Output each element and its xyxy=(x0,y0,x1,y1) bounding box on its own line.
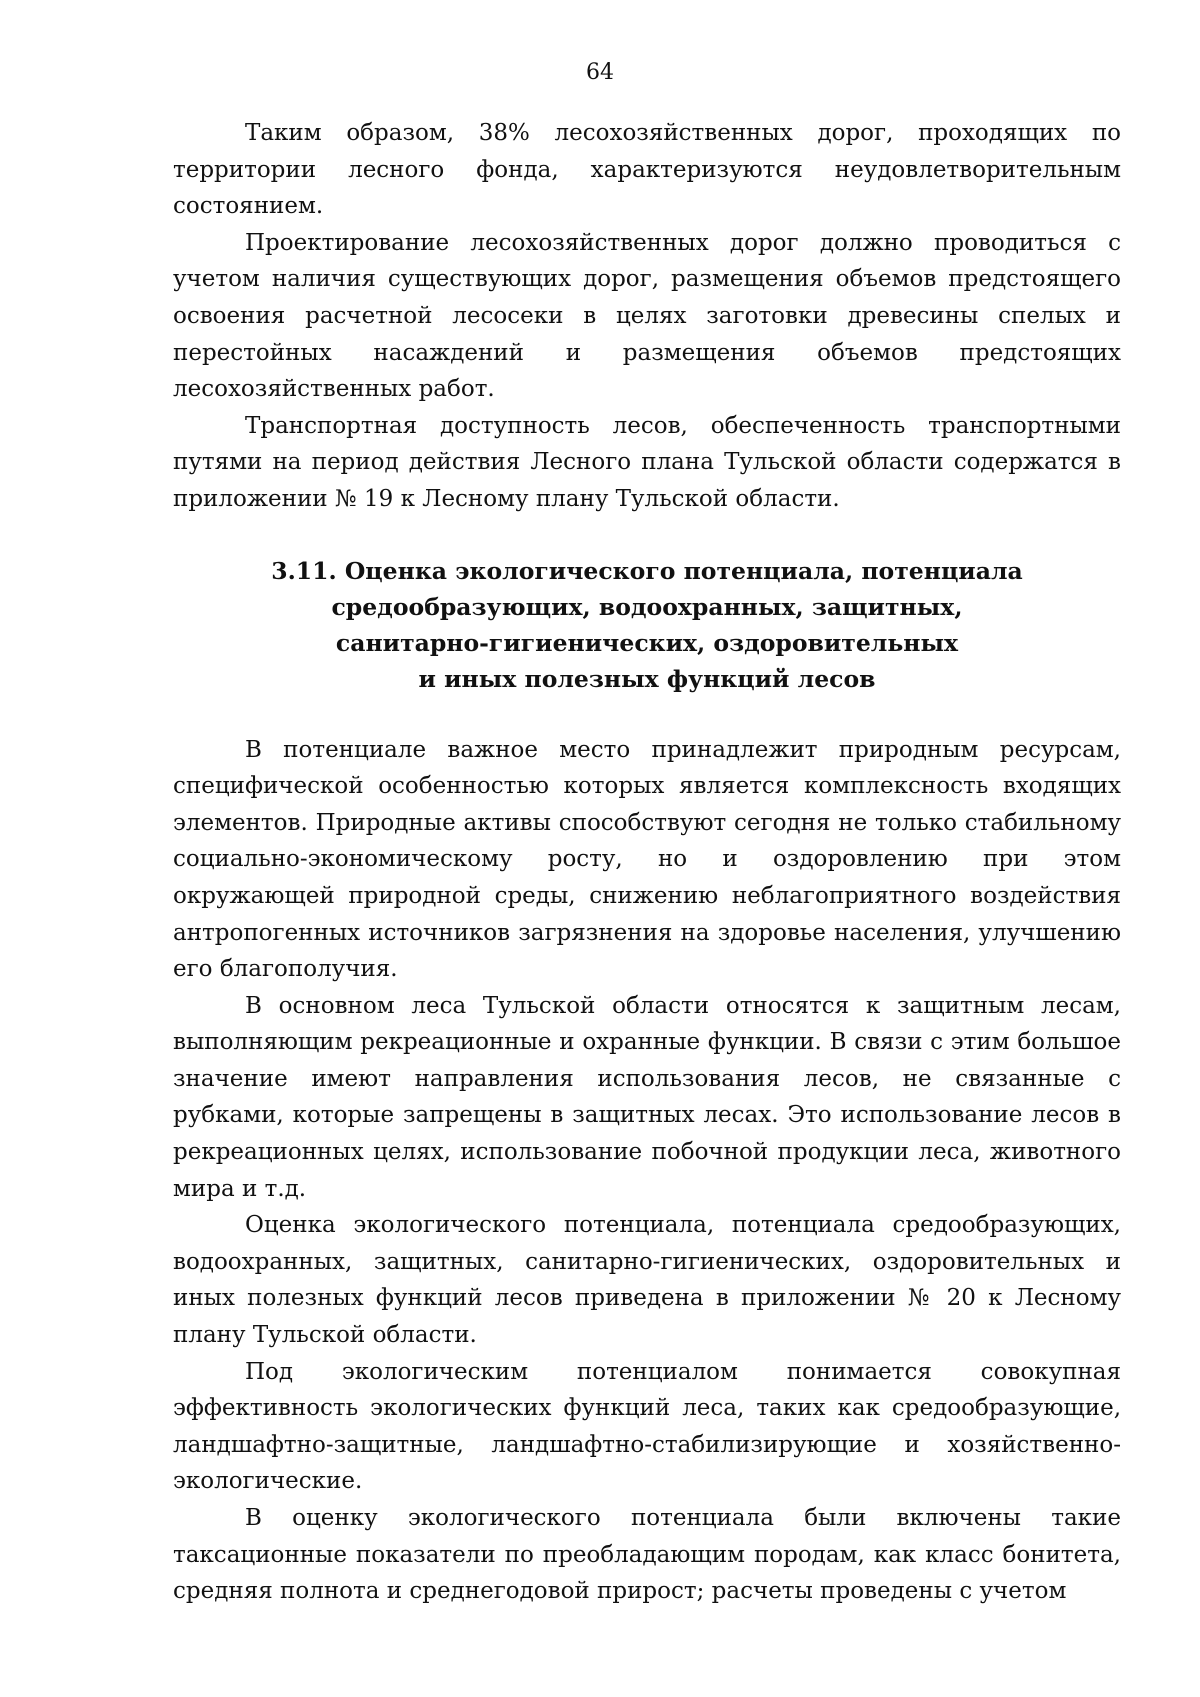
paragraph: Таким образом, 38% лесохозяйственных дорог, проходящих по территории лесного фонда, характеризуются неудовлетворительным состоянием. xyxy=(173,120,1121,220)
section-title-line: средообразующих, водоохранных, защитных, xyxy=(331,592,963,621)
paragraph: В потенциале важное место принадлежит природным ресурсам, специфической особенностью которых является комплексность входящих элементов. Природные активы способствуют сегодня не только стабильному социально-экономическому росту, но и оздоровлению при этом окружающей природной среды, снижению неблагоприятного воздействия антропогенных источников загрязнения на здоровье населения, улучшению его благополучия. xyxy=(173,736,1121,983)
paragraph: Под экологическим потенциалом понимается совокупная эффективность экологических функций леса, таких как средообразующие, ландшафтно-защитные, ландшафтно-стабилизирующие и хозяйственно-экологические. xyxy=(173,1358,1121,1495)
section-title xyxy=(173,553,1121,697)
paragraph: Оценка экологического потенциала, потенциала средообразующих, водоохранных, защитных, санитарно-гигиенических, оздоровительных и иных полезных функций лесов приведена в приложении № 20 к Лесному плану Тульской области. xyxy=(173,1212,1121,1349)
paragraph: В оценку экологического потенциала были включены такие таксационные показатели по преобладающим породам, как класс бонитета, средняя полнота и среднегодовой прирост; расчеты проведены с учетом xyxy=(173,1505,1121,1605)
section-title-line: и иных полезных функций лесов xyxy=(418,664,876,693)
document-body xyxy=(173,115,1121,1610)
paragraph: Транспортная доступность лесов, обеспеченность транспортными путями на период действия Лесного плана Тульской области содержатся в приложении № 19 к Лесному плану Тульской области. xyxy=(173,412,1121,512)
page-number: 64 xyxy=(586,60,614,85)
paragraph: В основном леса Тульской области относятся к защитным лесам, выполняющим рекреационные и охранные функции. В связи с этим большое значение имеют направления использования лесов, не связанные с рубками, которые запрещены в защитных лесах. Это использование лесов в рекреационных целях, использование побочной продукции леса, животного мира и т.д. xyxy=(173,992,1121,1202)
section-title-line: 3.11. Оценка экологического потенциала, потенциала xyxy=(271,556,1023,585)
paragraph: Проектирование лесохозяйственных дорог должно проводиться с учетом наличия существующих дорог, размещения объемов предстоящего освоения расчетной лесосеки в целях заготовки древесины спелых и перестойных насаждений и размещения объемов предстоящих лесохозяйственных работ. xyxy=(173,229,1121,403)
section-title-line: санитарно-гигиенических, оздоровительных xyxy=(335,628,959,657)
